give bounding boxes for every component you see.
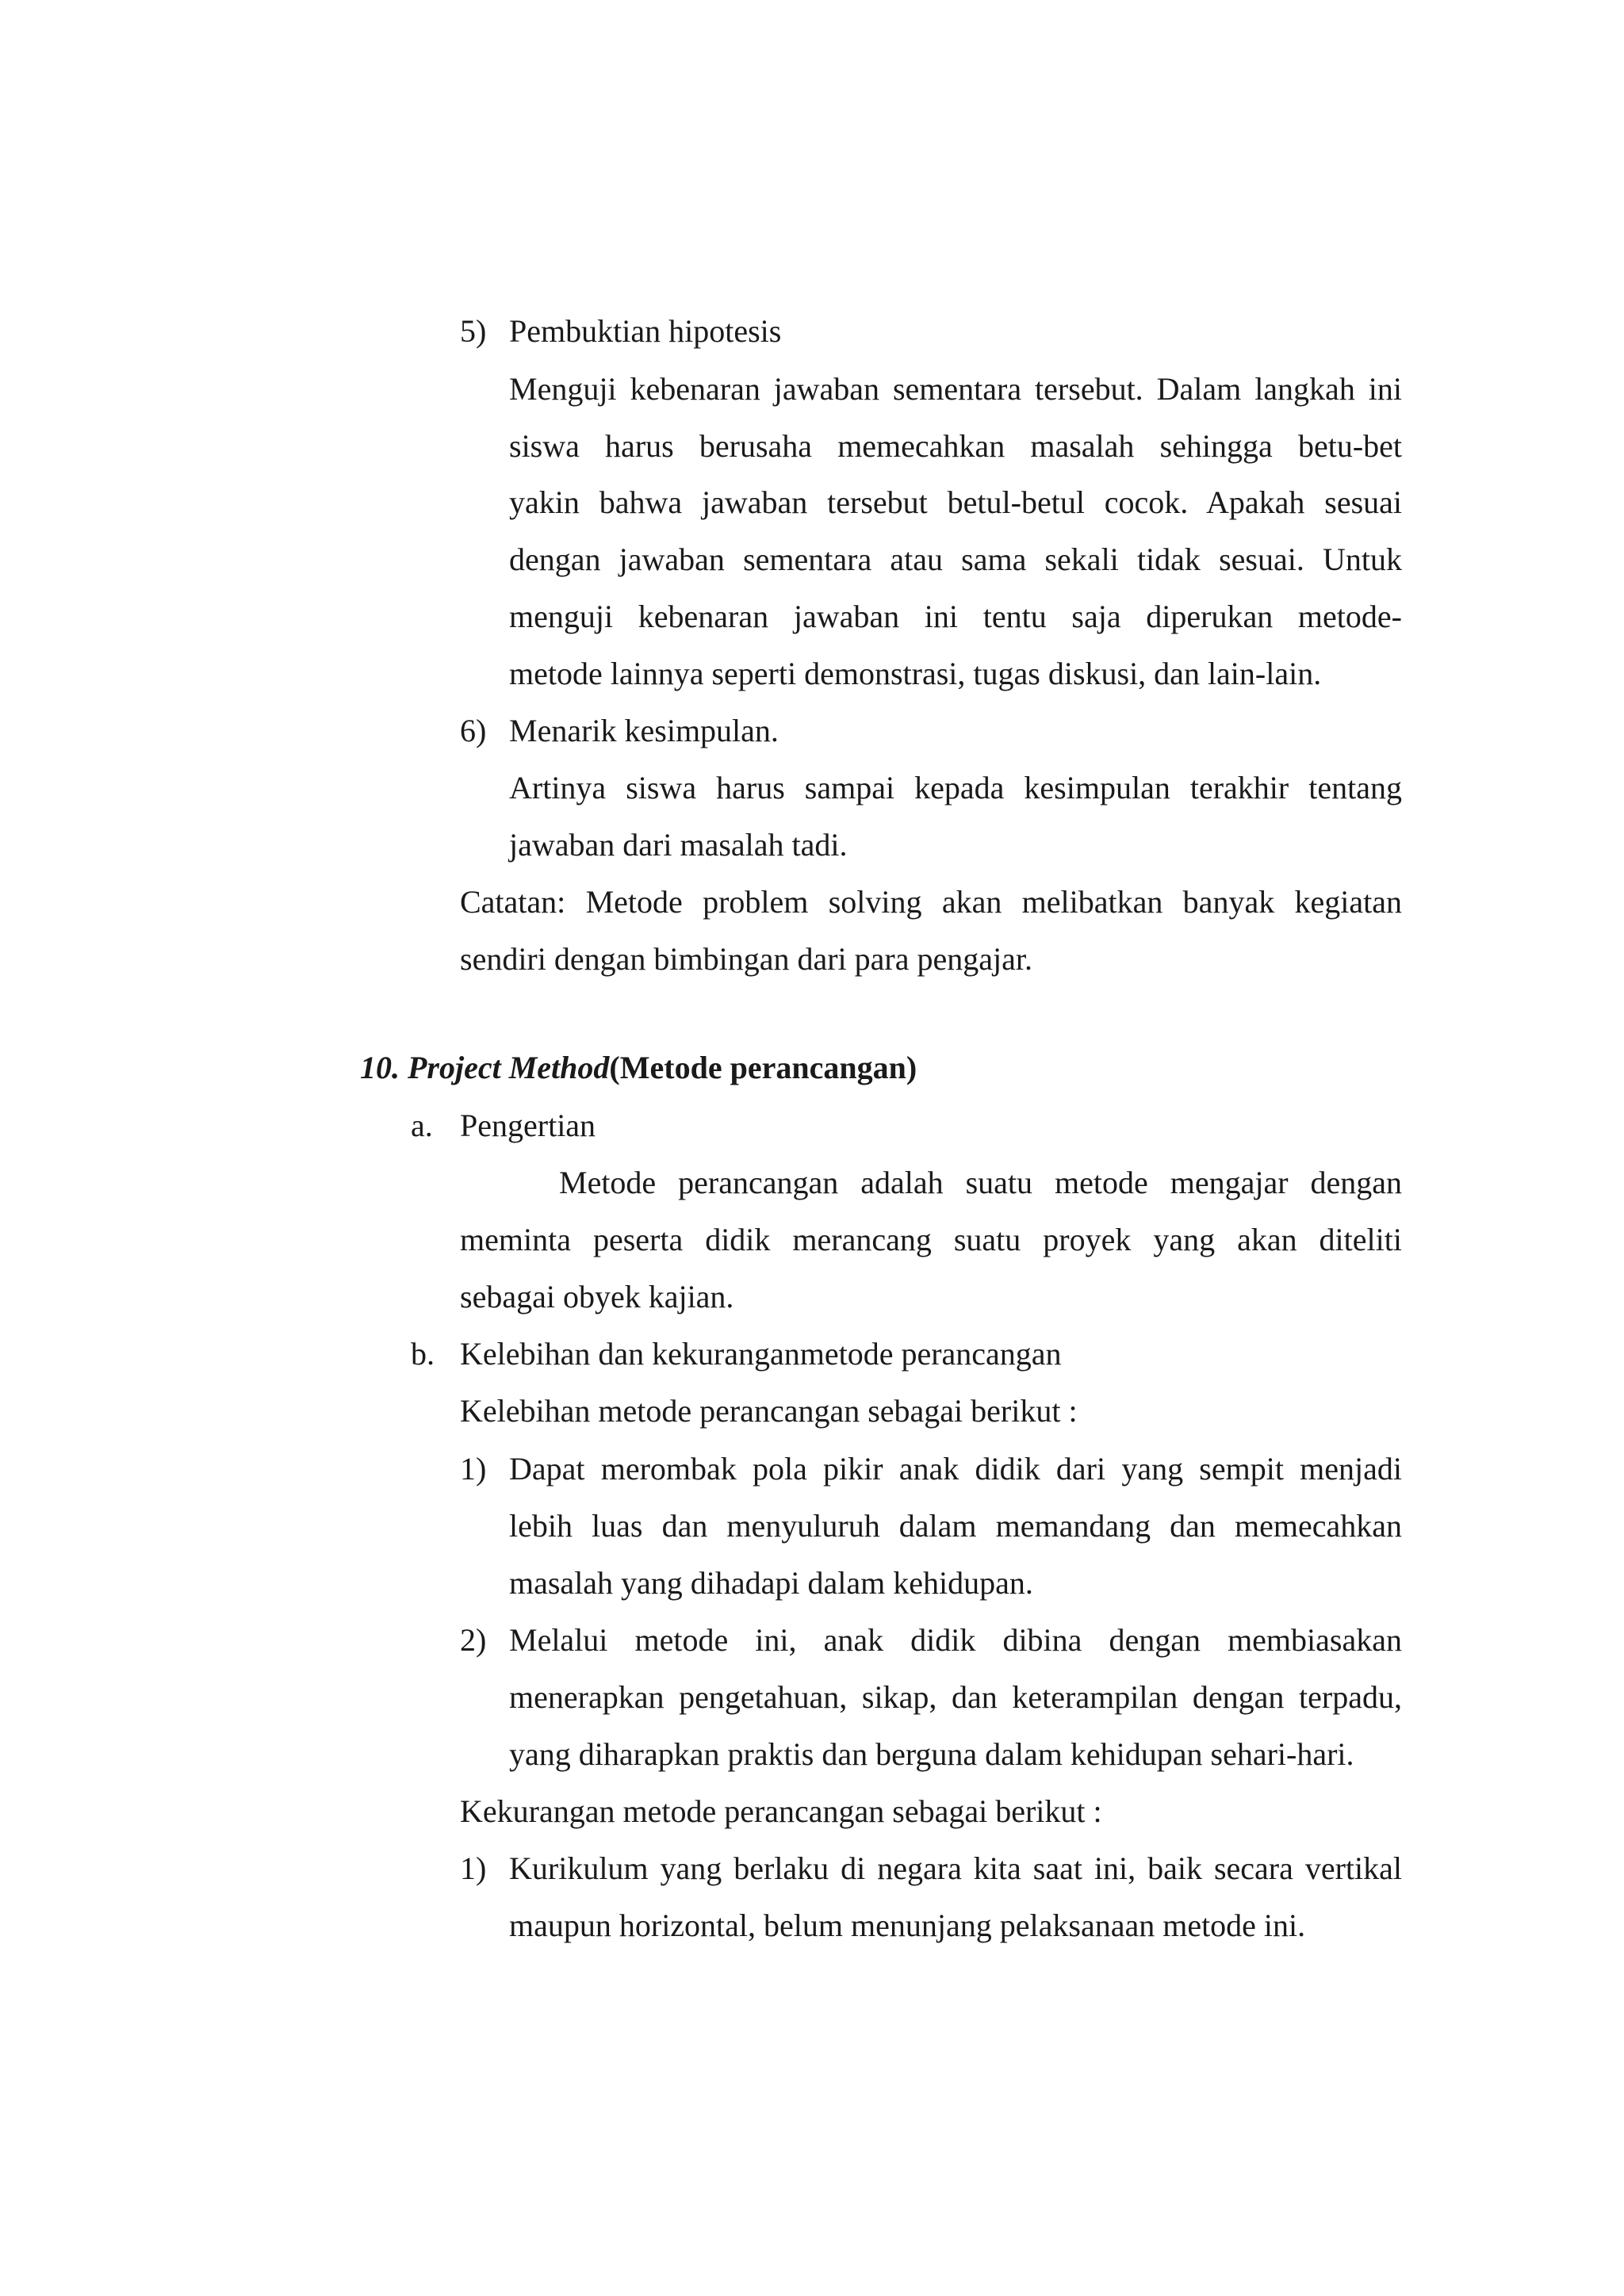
paragraph-line: meminta peserta didik merancang suatu proyek yang akan diteliti xyxy=(460,1222,1402,1257)
list-marker: 1) xyxy=(460,1451,487,1487)
paragraph-line: menguji kebenaran jawaban ini tentu saja diperukan metode- xyxy=(509,599,1402,634)
paragraph-line: maupun horizontal, belum menunjang pelaksanaan metode ini. xyxy=(509,1908,1306,1943)
paragraph-line: Metode perancangan adalah suatu metode mengajar dengan xyxy=(559,1165,1402,1200)
paragraph-line: lebih luas dan menyuluruh dalam memandang dan memecahkan xyxy=(509,1508,1402,1544)
list-marker: 5) xyxy=(460,313,487,349)
paragraph-line: Artinya siswa harus sampai kepada kesimpulan terakhir tentang xyxy=(509,770,1402,806)
sub-marker: a. xyxy=(411,1108,433,1143)
sub-title: Kelebihan dan kekuranganmetode perancangan xyxy=(460,1336,1062,1372)
paragraph-line: metode lainnya seperti demonstrasi, tugas diskusi, dan lain-lain. xyxy=(509,656,1322,691)
sub-marker: b. xyxy=(411,1336,435,1372)
paragraph-line: Melalui metode ini, anak didik dibina dengan membiasakan xyxy=(509,1622,1402,1658)
note-line: sendiri dengan bimbingan dari para pengajar. xyxy=(460,941,1032,977)
paragraph-line: Kurikulum yang berlaku di negara kita saat ini, baik secara vertikal xyxy=(509,1850,1402,1886)
paragraph-line: yang diharapkan praktis dan berguna dalam kehidupan sehari-hari. xyxy=(509,1736,1354,1772)
paragraph-line: Kekurangan metode perancangan sebagai berikut : xyxy=(460,1793,1102,1829)
paragraph-line: siswa harus berusaha memecahkan masalah sehingga betu-bet xyxy=(509,428,1402,464)
sub-title: Pengertian xyxy=(460,1108,596,1143)
list-item-title: Menarik kesimpulan. xyxy=(509,713,779,748)
section-title-rest: (Metode perancangan) xyxy=(609,1050,917,1085)
section-heading xyxy=(360,1039,917,1096)
paragraph-line: jawaban dari masalah tadi. xyxy=(509,827,848,863)
list-marker: 1) xyxy=(460,1850,487,1886)
paragraph-line: Menguji kebenaran jawaban sementara tersebut. Dalam langkah ini xyxy=(509,371,1402,407)
paragraph-line: masalah yang dihadapi dalam kehidupan. xyxy=(509,1565,1033,1601)
section-title-italic: Project Method xyxy=(408,1050,610,1085)
paragraph-line: Dapat merombak pola pikir anak didik dari yang sempit menjadi xyxy=(509,1451,1402,1487)
paragraph-line: Kelebihan metode perancangan sebagai berikut : xyxy=(460,1393,1078,1429)
section-number: 10. xyxy=(360,1050,400,1085)
list-marker: 2) xyxy=(460,1622,487,1658)
paragraph-line: yakin bahwa jawaban tersebut betul-betul cocok. Apakah sesuai xyxy=(509,484,1402,520)
note-line: Catatan: Metode problem solving akan melibatkan banyak kegiatan xyxy=(460,884,1402,920)
paragraph-line: menerapkan pengetahuan, sikap, dan keterampilan dengan terpadu, xyxy=(509,1679,1402,1715)
paragraph-line: dengan jawaban sementara atau sama sekali tidak sesuai. Untuk xyxy=(509,541,1402,577)
list-item-title: Pembuktian hipotesis xyxy=(509,313,782,349)
paragraph-line: sebagai obyek kajian. xyxy=(460,1279,734,1314)
list-marker: 6) xyxy=(460,713,487,748)
